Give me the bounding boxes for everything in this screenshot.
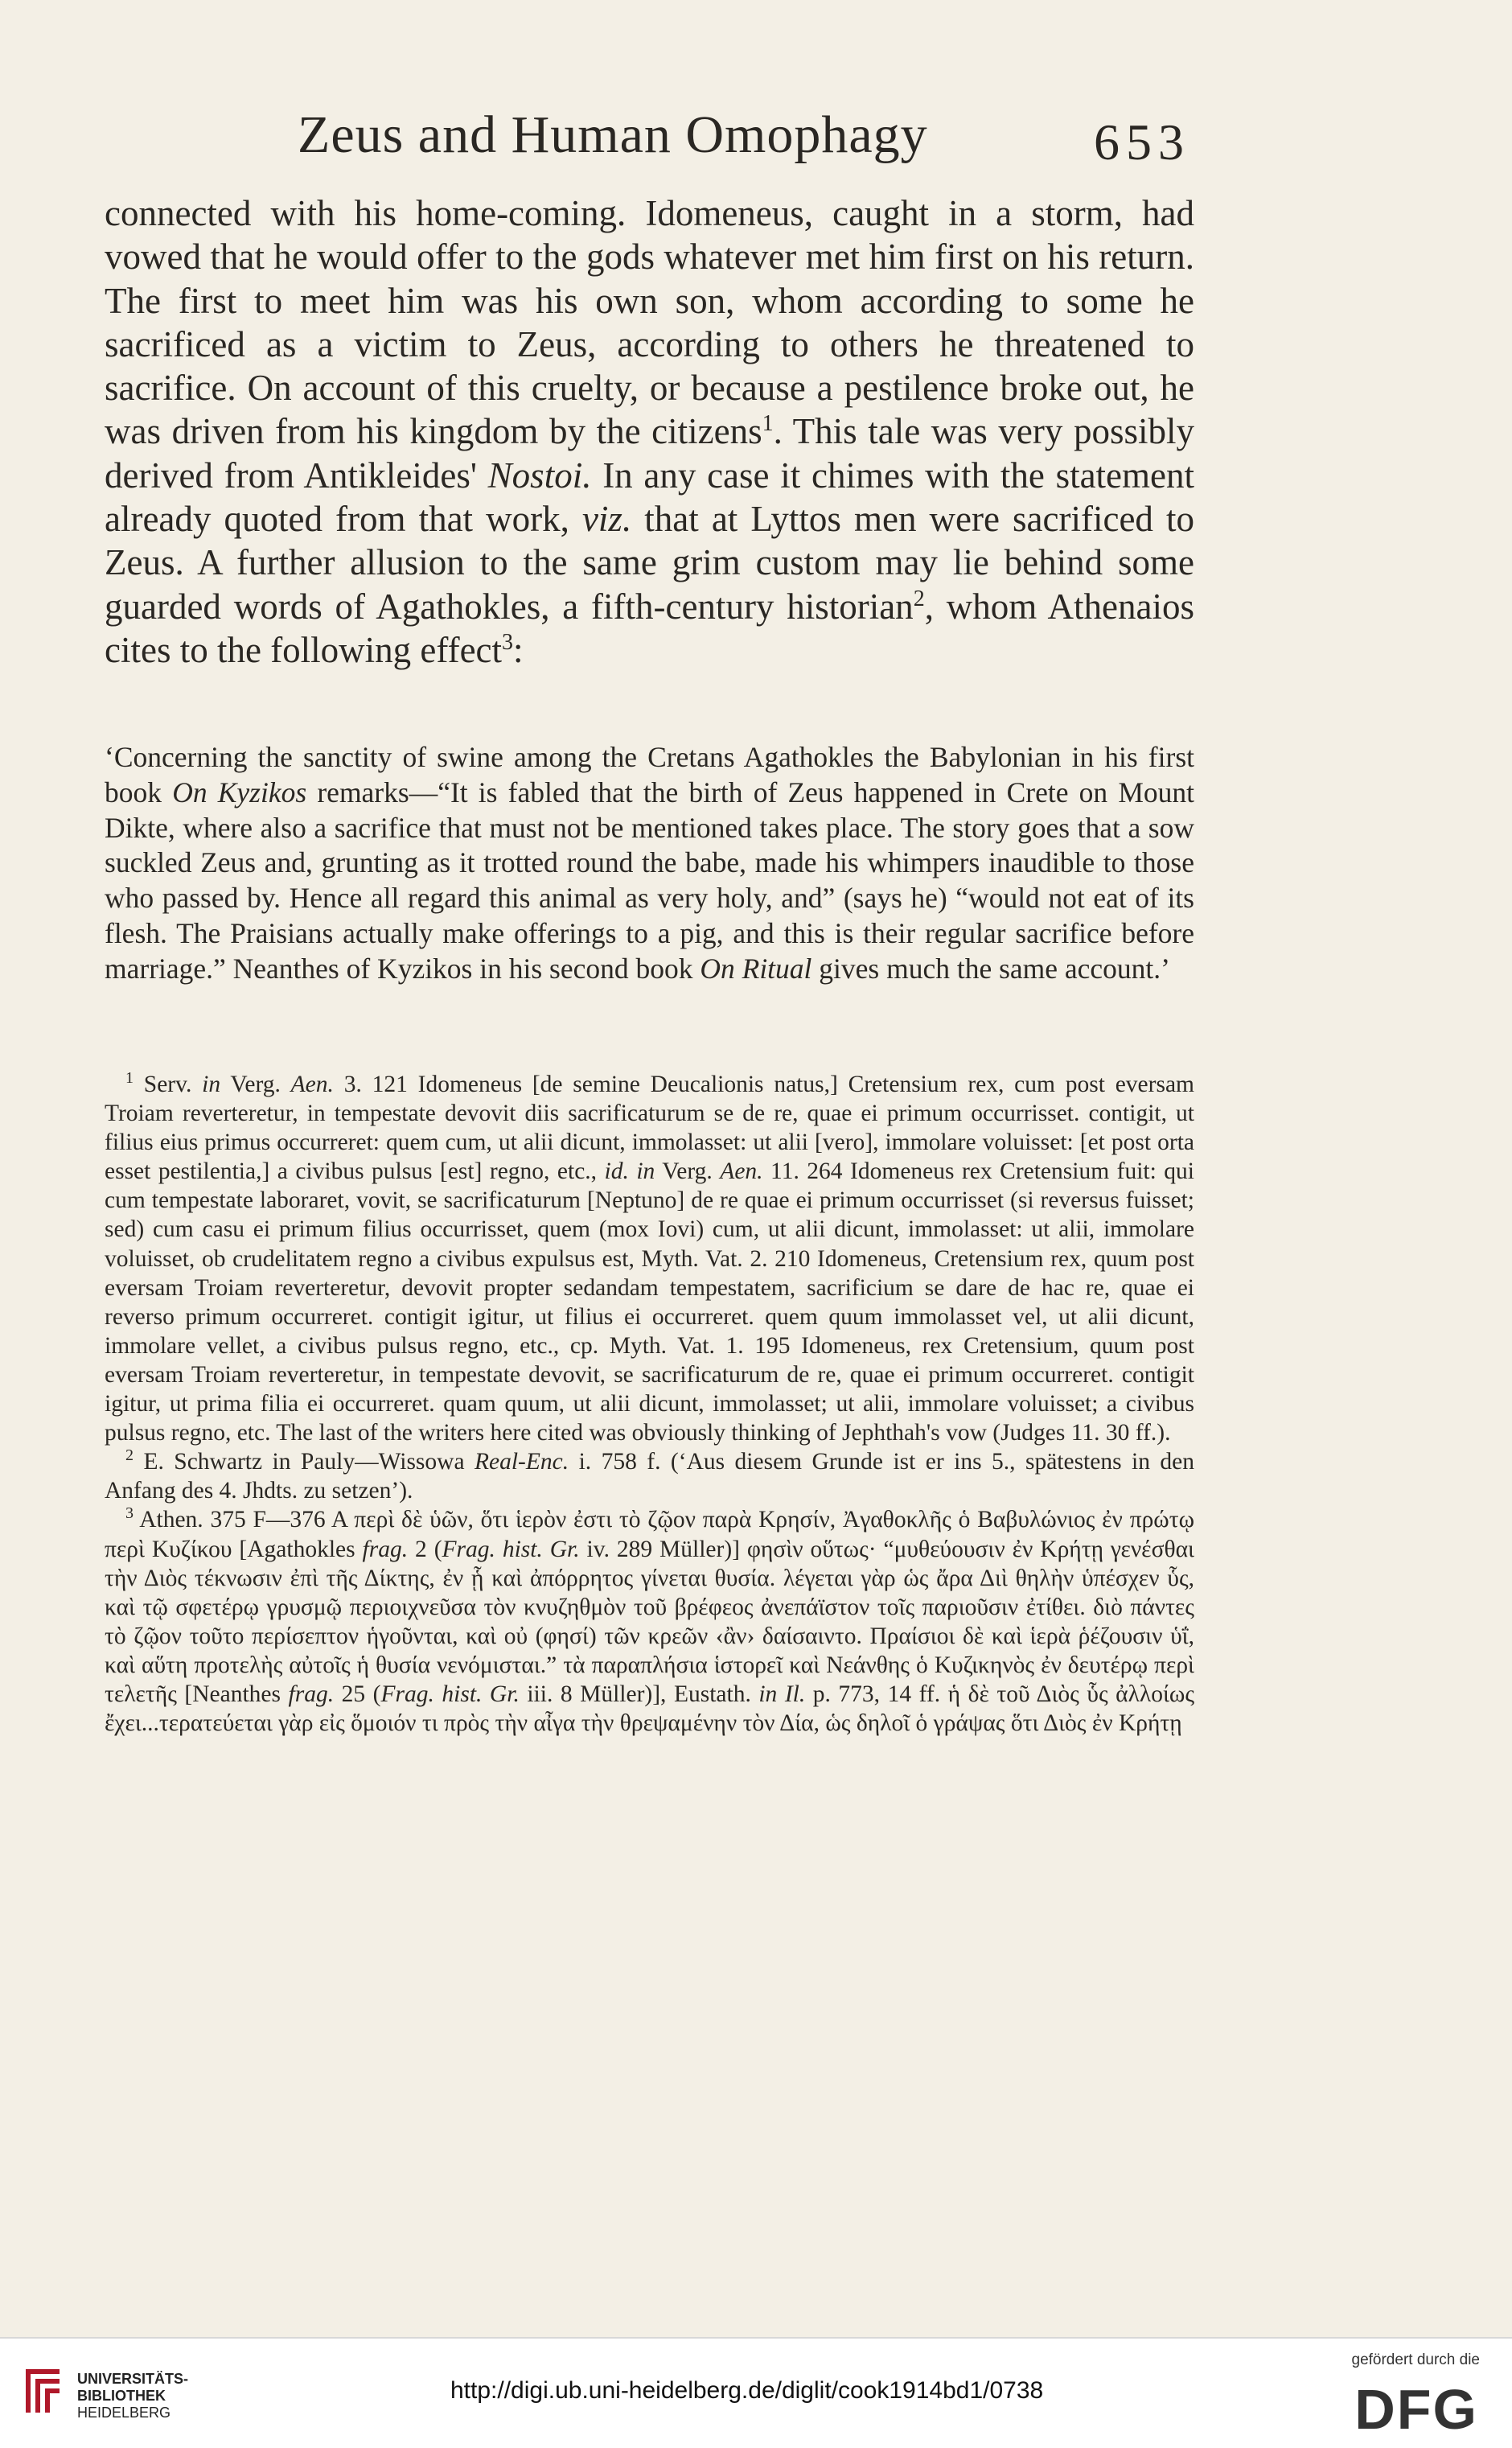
title-nostoi: Nostoi.	[487, 455, 592, 496]
footnotes	[105, 1070, 1194, 1738]
library-name: UNIVERSITÄTS- BIBLIOTHEK HEIDELBERG	[77, 2371, 189, 2421]
page-header	[0, 97, 1512, 177]
block-quote	[105, 740, 1194, 987]
footnote-ref-1[interactable]: 1	[762, 411, 774, 437]
running-head: Zeus and Human Omophagy	[298, 105, 928, 164]
dfg-logo-icon	[1335, 2379, 1480, 2435]
university-library-logo[interactable]	[18, 2363, 187, 2427]
footnote-1-mark: 1	[125, 1069, 134, 1088]
footnote-3: $^3$ Athen. 375 F—376 A περὶ δὲ ὑῶν, ὅτι ἱερὸν ἐστι τὸ ζῷον παρὰ Κρησίν, Ἀγαθοκλῆς ὁ Βαβυλώνιος ἐν πρώτῳ περὶ Κυζίκου [Agathokles frag. 2 (Frag. hist. Gr. iv. 289 Müller)] φησὶν οὕτως· “μυθεύουσιν ἐν Κρήτῃ γενέσθαι τὴν Διὸς τέκνωσιν ἐπὶ τῆς Δίκτης, ἐν ᾗ καὶ ἀπόρρητος γίνεται θυσία. λέγεται γὰρ ὡς ἄρα Διὶ θηλὴν ὑπέσχεν ὗς, καὶ τῷ σφετέρῳ γρυσμῷ περιοιχνεῦσα τὸν κνυζηθμὸν τοῦ βρέφεος ἀνεπάϊστον τοῖς παριοῦσιν ἐτίθει. διὸ πάντες τὸ ζῷον τοῦτο περίσεπτον ἡγοῦνται, καὶ οὐ (φησί) τῶν κρεῶν ‹ἂν› δαίσαιντο. Πραίσιοι δὲ καὶ ἱερὰ ῥέζουσιν ὑΐ, καὶ αὕτη προτελὴς αὐτοῖς ἡ θυσία νενόμισται.” τὰ παραπλήσια ἱστορεῖ καὶ Νεάνθης ὁ Κυζικηνὸς ἐν δευτέρῳ περὶ τελετῆς [Neanthes frag. 25 (Frag. hist. Gr. iii. 8 Müller)], Eustath. in Il. p. 773, 14 ff. ἡ δὲ τοῦ Διὸς ὗς ἀλλοίως ἔχει...τερατεύεται γὰρ εἰς ὅμοιόν τι πρὸς τὴν αἶγα τὴν θρεψαμένην τὸν Δία, ὡς δηλοῖ ὁ γράψας ὅτι Διὸς ἐν Κρήτῃ	[105, 1504, 1195, 1737]
footnote-3-mark: 3	[125, 1504, 134, 1523]
quote-agathokles: ‘Concerning the sanctity of swine among the Cretans Agathokles the Babylonian in his first book On Kyzikos remarks—“It is fabled that the birth of Zeus happened in Crete on Mount Dikte, where also a sacrifice that must not be mentioned takes place. The story goes that a sow suckled Zeus and, grunting as it trotted round the babe, made his whimpers inaudible to those who passed by. Hence all regard this animal as very holy, and” (says he) “would not eat of its flesh. The Praisians actually make offerings to a pig, and this is their regular sacrifice before marriage.” Neanthes of Kyzikos in his second book On Ritual gives much the same account.’	[105, 741, 1195, 985]
footnote-2-mark: 2	[125, 1446, 134, 1465]
footnote-1: $^1$ Serv. in Verg. Aen. 3. 121 Idomeneus [de semine Deucalionis natus,] Cretensium rex, cum post eversam Troiam reverteretur, in tempestate devovit diis sacrificaturum se de re, quae ei primum occurrisset. contigit, ut filius eius primus occurreret: quem cum, ut alii dicunt, immolasset: ut alii [vero], immolare voluisset: [et post orta esset pestilentia,] a civibus pulsus [est] regno, etc., id. in Verg. Aen. 11. 264 Idomeneus rex Cretensium fuit: qui cum tempestate laboraret, vovit, se sacrificaturum [Neptuno] de re quae ei primum occurrisset (si reversus fuisset; sed) cum casu ei primum filius occurrisset, quem (mox Iovi) cum, ut alii dicunt, immolasset: ut alii, immolare voluisset, ob crudelitatem regno a civibus expulsus est, Myth. Vat. 2. 210 Idomeneus, Cretensium rex, quum post eversam Troiam reverteretur, devovit propter sedandam tempestatem, sacrificium se dare de hac re, quae ei reverso primum occurreret. contigit igitur, ut filius ei occurreret. quem quum immolasset vel, ut alii dicunt, immolare vellet, a civibus pulsus regno, etc., cp. Myth. Vat. 1. 195 Idomeneus, rex Cretensium, quum post eversam Troiam reverteretur, in tempestate devovit, se sacrificaturum de re, quae ei primum occurreret. contigit igitur, ut prima filia ei occurreret. quam quum, ut alii dicunt, immolasset; ut alii, immolare voluisset; a civibus pulsus regno, etc. The last of the writers here cited was obviously thinking of Jephthah's vow (Judges 11. 30 ff.).	[105, 1069, 1194, 1446]
abbrev-viz: viz.	[581, 499, 632, 540]
title-on-ritual: On Ritual	[700, 952, 812, 985]
funder-badge[interactable]	[1319, 2351, 1480, 2442]
viewer-footer	[0, 2337, 1512, 2448]
library-emblem-icon	[18, 2363, 68, 2419]
main-paragraph	[105, 191, 1194, 672]
title-on-kyzikos: On Kyzikos	[172, 776, 307, 808]
paragraph-idomeneus: connected with his home-coming. Idomeneus, caught in a storm, had vowed that he would offer to the gods whatever met him first on his return. The first to meet him was his own son, whom according to some he sacrificed as a victim to Zeus, according to others he threatened to sacrifice. On account of this cruelty, or because a pestilence broke out, he was driven from his kingdom by the citizens$^1$. This tale was very possibly derived from Antikleides' Nostoi. In any case it chimes with the statement already quoted from that work, viz. that at Lyttos men were sacrificed to Zeus. A further allusion to the same grim custom may lie behind some guarded words of Agathokles, a fifth-century historian$^2$, whom Athenaios cites to the following effect$^3$:	[105, 193, 1195, 670]
footnote-ref-2[interactable]: 2	[913, 586, 925, 611]
footnote-2: $^2$ E. Schwartz in Pauly—Wissowa Real-Enc. i. 758 f. (‘Aus diesem Grunde ist er ins 5., spätestens in den Anfang des 4. Jhdts. zu setzen’).	[105, 1446, 1195, 1504]
funder-label: gefördert durch die	[1351, 2351, 1480, 2368]
svg-text:DFG: DFG	[1354, 2379, 1478, 2435]
page-number: 653	[1094, 113, 1190, 171]
permalink-url[interactable]: http://digi.ub.uni-heidelberg.de/diglit/cook1914bd1/0738	[450, 2377, 1044, 2404]
footnote-ref-3[interactable]: 3	[502, 629, 514, 655]
